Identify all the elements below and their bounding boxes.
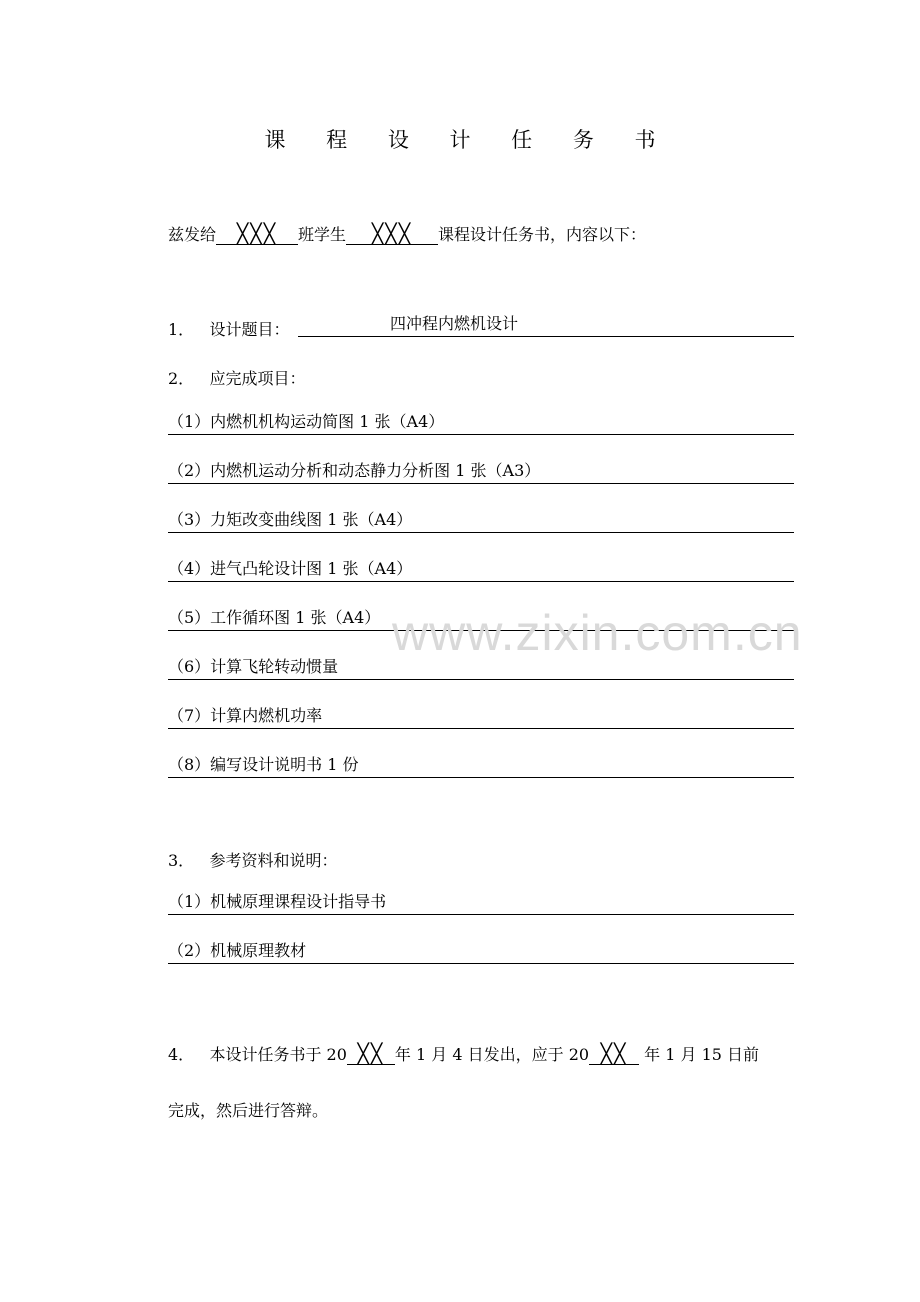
section3-number: 3． bbox=[168, 851, 195, 870]
project-item-3 bbox=[168, 510, 794, 533]
intro-suffix: 课程设计任务书，内容以下： bbox=[438, 225, 647, 244]
section3-heading bbox=[168, 848, 337, 871]
section2-number: 2． bbox=[168, 369, 195, 388]
project-item-text: （3）力矩改变曲线图 1 张（A4） bbox=[168, 510, 413, 529]
design-topic: 四冲程内燃机设计 bbox=[390, 314, 519, 333]
project-item-text: （8）编写设计说明书 1 份 bbox=[168, 755, 359, 774]
section2-heading bbox=[168, 366, 305, 389]
design-topic-blank bbox=[298, 314, 794, 337]
intro-mid: 班学生 bbox=[298, 225, 347, 244]
class-name-blank: ╳╳╳ bbox=[216, 224, 298, 245]
section4-text-a: 本设计任务书于 20 bbox=[209, 1045, 347, 1064]
due-year-blank: ╳╳ bbox=[589, 1044, 639, 1065]
project-item-2 bbox=[168, 461, 794, 484]
project-item-text: （4）进气凸轮设计图 1 张（A4） bbox=[168, 559, 413, 578]
section2-label: 应完成项目： bbox=[209, 369, 306, 388]
document-title: 课 程 设 计 任 务 书 bbox=[264, 128, 673, 152]
project-item-7 bbox=[168, 706, 794, 729]
intro-line bbox=[168, 222, 646, 245]
project-item-6 bbox=[168, 657, 794, 680]
project-item-text: （7）计算内燃机功率 bbox=[168, 706, 323, 725]
project-item-text: （1）内燃机机构运动简图 1 张（A4） bbox=[168, 412, 445, 431]
intro-prefix: 兹发给 bbox=[168, 225, 217, 244]
reference-item-1 bbox=[168, 892, 794, 915]
section4-line2: 完成，然后进行答辩。 bbox=[168, 1101, 329, 1120]
project-item-1 bbox=[168, 412, 794, 435]
section1-heading bbox=[168, 317, 289, 340]
section4-number: 4． bbox=[168, 1045, 195, 1064]
reference-item-text: （1）机械原理课程设计指导书 bbox=[168, 892, 387, 911]
section4-line1 bbox=[168, 1042, 759, 1065]
student-name-blank: ╳╳╳ bbox=[346, 224, 438, 245]
project-item-5 bbox=[168, 608, 794, 631]
project-item-text: （6）计算飞轮转动惯量 bbox=[168, 657, 339, 676]
reference-item-2 bbox=[168, 941, 794, 964]
section3-label: 参考资料和说明： bbox=[209, 851, 338, 870]
project-item-8 bbox=[168, 755, 794, 778]
section1-label: 设计题目： bbox=[209, 320, 290, 339]
section1-number: 1． bbox=[168, 320, 195, 339]
section4-text-c: 年 1 月 15 日前 bbox=[639, 1045, 760, 1064]
project-item-text: （5）工作循环图 1 张（A4） bbox=[168, 608, 381, 627]
project-item-4 bbox=[168, 559, 794, 582]
project-item-text: （2）内燃机运动分析和动态静力分析图 1 张（A3） bbox=[168, 461, 541, 480]
reference-item-text: （2）机械原理教材 bbox=[168, 941, 307, 960]
issue-year-blank: ╳╳ bbox=[347, 1044, 395, 1065]
watermark: www.zixin.com.cn bbox=[392, 605, 803, 661]
section4-text-b: 年 1 月 4 日发出，应于 20 bbox=[394, 1045, 590, 1064]
